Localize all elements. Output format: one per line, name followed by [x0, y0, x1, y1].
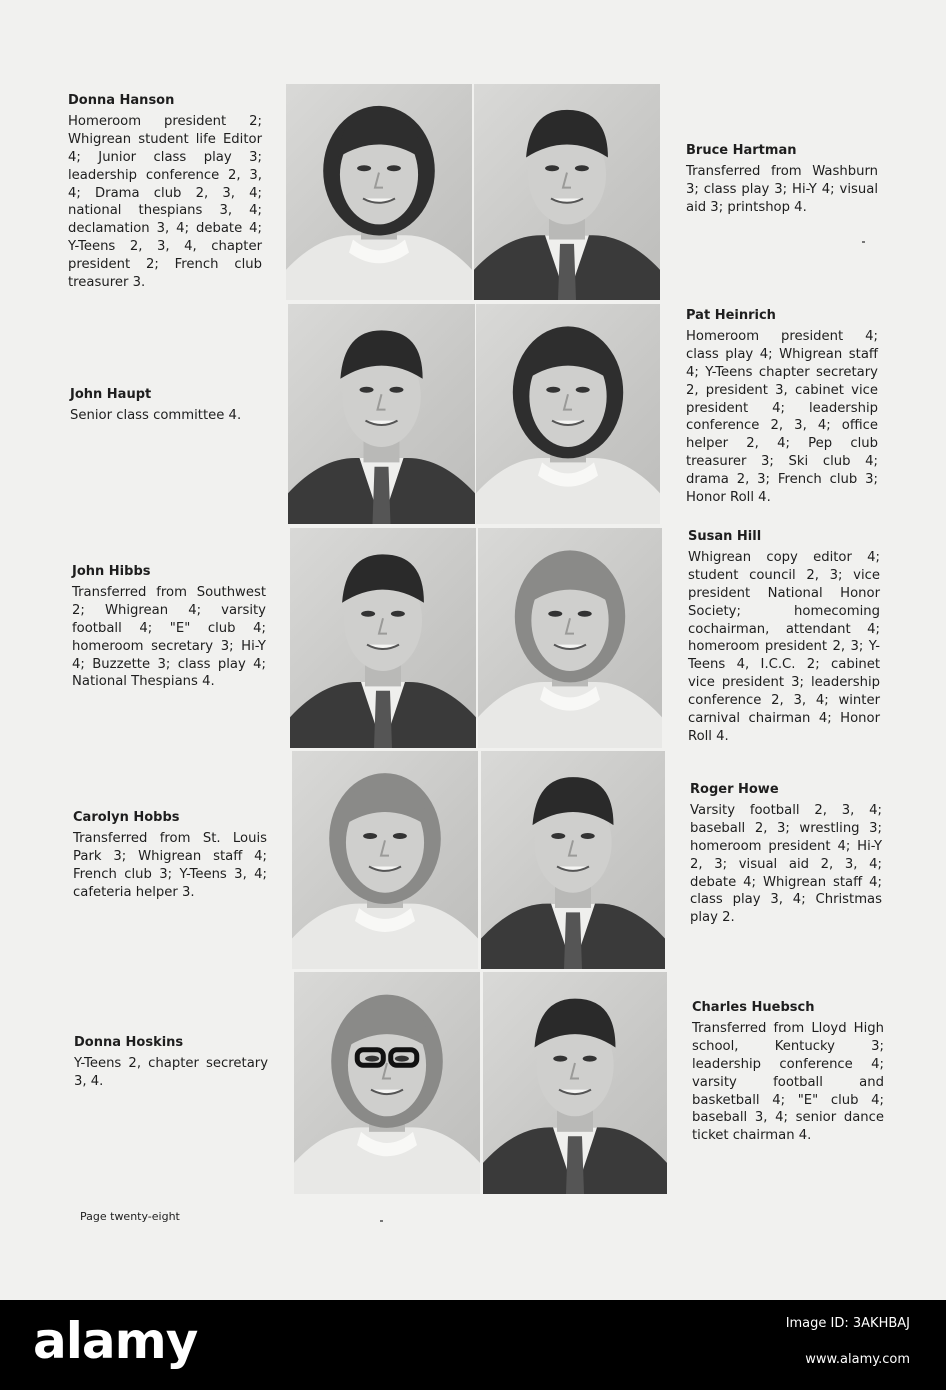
student-name: Charles Huebsch [692, 1000, 815, 1015]
student-bio-donna-hanson [68, 92, 262, 292]
student-activities: Transferred from St. Louis Park 3; Whigrean staff 4; French club 3; Y-Teens 3, 4; cafeteria helper 3. [73, 830, 267, 900]
portrait-roger-howe [481, 751, 665, 969]
watermark-logo: alamy [33, 1312, 198, 1370]
student-name: Carolyn Hobbs [73, 810, 180, 825]
student-name: Susan Hill [688, 529, 762, 544]
portrait-john-hibbs [290, 528, 476, 748]
student-name: Pat Heinrich [686, 308, 776, 323]
student-bio-john-hibbs [72, 563, 266, 691]
student-activities: Senior class committee 4. [70, 407, 242, 423]
student-name: Bruce Hartman [686, 143, 797, 158]
student-name: Donna Hanson [68, 93, 175, 108]
student-activities: Y-Teens 2, chapter secretary 3, 4. [74, 1055, 268, 1089]
student-name: Roger Howe [690, 782, 779, 797]
student-activities: Homeroom president 4; class play 4; Whigrean staff 4; Y-Teens chapter secretary 2, president 3, cabinet vice president 4; leadership conference 2, 3, 4; office helper 2, 4; Pep club treasurer 3; Ski club 4; drama 2, 3; French club 3; Honor Roll 4. [686, 328, 878, 506]
student-name: John Hibbs [72, 564, 151, 579]
portrait-donna-hanson [286, 84, 472, 300]
portrait-susan-hill [478, 528, 662, 748]
portrait-john-haupt [288, 304, 475, 524]
student-activities: Whigrean copy editor 4; student council 2, 3; vice president National Honor Society; homecoming cochairman, attendant 4; homeroom president 2, 3; Y-Teens 4, I.C.C. 2; cabinet vice president 3; leadership conference 2, 3, 4; winter carnival chairman 4; Honor Roll 4. [688, 549, 880, 744]
portrait-carolyn-hobbs [292, 751, 478, 969]
student-bio-pat-heinrich [686, 307, 878, 507]
student-activities: Varsity football 2, 3, 4; baseball 2, 3; wrestling 3; homeroom president 4; Hi-Y 2, 3; visual aid 2, 3, 4; debate 4; Whigrean staff 4; class play 3, 4; Christmas play 2. [690, 802, 882, 926]
student-activities: Transferred from Southwest 2; Whigrean 4; varsity football 4; "E" club 4; homeroom secretary 3; Hi-Y 4; Buzzette 3; class play 4; National Thespians 4. [72, 584, 266, 690]
student-bio-charles-huebsch [692, 999, 884, 1145]
portrait-pat-heinrich [476, 304, 660, 524]
student-bio-donna-hoskins [74, 1034, 268, 1091]
student-activities: Homeroom president 2; Whigrean student life Editor 4; Junior class play 3; leadership conference 2, 3, 4; Drama club 2, 3, 4; national thespians 3, 4; declamation 3, 4; debate 4; Y-Teens 2, 3, 4, chapter president 2; French club treasurer 3. [68, 113, 262, 291]
page-number: Page twenty-eight [80, 1210, 180, 1223]
student-name: John Haupt [70, 387, 152, 402]
paper-speck [380, 1220, 383, 1222]
portrait-bruce-hartman [474, 84, 660, 300]
portrait-charles-huebsch [483, 972, 667, 1194]
image-id-label: Image ID: 3AKHBAJ [785, 1316, 910, 1331]
student-bio-john-haupt [70, 386, 264, 425]
student-bio-roger-howe [690, 781, 882, 927]
student-bio-bruce-hartman [686, 142, 878, 217]
paper-speck [862, 241, 865, 243]
student-name: Donna Hoskins [74, 1035, 184, 1050]
portrait-donna-hoskins [294, 972, 480, 1194]
student-bio-carolyn-hobbs [73, 809, 267, 902]
student-activities: Transferred from Washburn 3; class play 3; Hi-Y 4; visual aid 3; printshop 4. [686, 163, 878, 215]
watermark-url: www.alamy.com [805, 1352, 910, 1367]
student-bio-susan-hill [688, 528, 880, 746]
student-activities: Transferred from Lloyd High school, Kentucky 3; leadership conference 4; varsity football and basketball 4; "E" club 4; baseball 3, 4; senior dance ticket chairman 4. [692, 1020, 884, 1144]
